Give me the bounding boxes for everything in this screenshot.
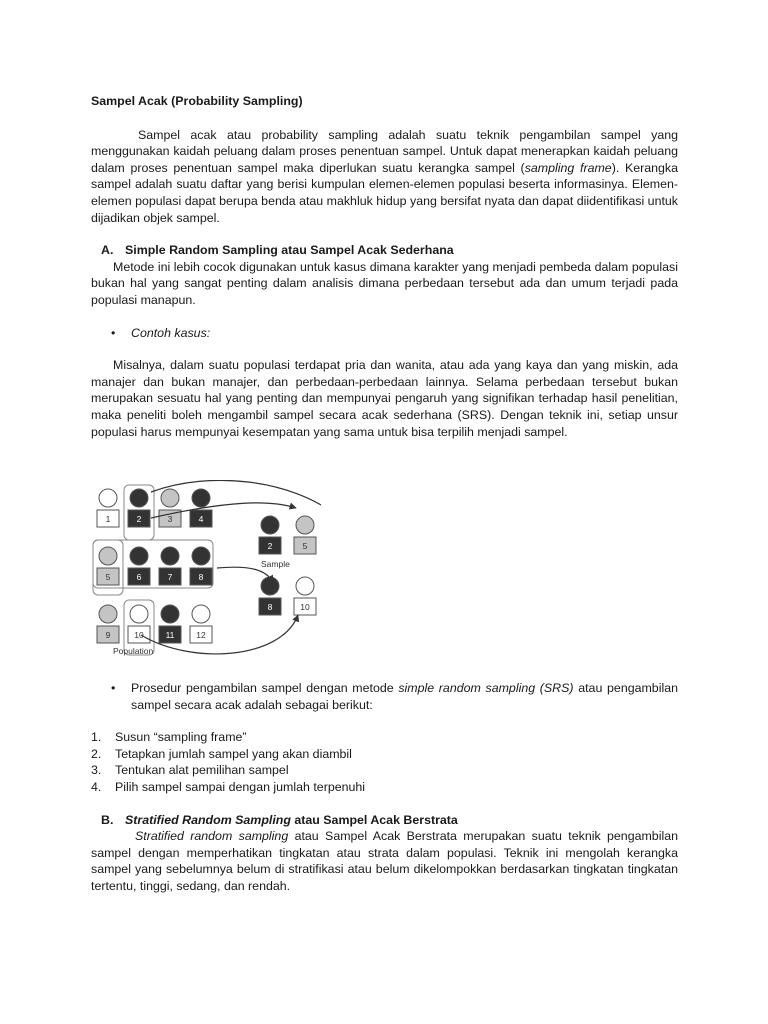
section-a-heading (91, 242, 678, 259)
document-page (91, 93, 678, 440)
population-number: 2 (136, 514, 142, 524)
intro-paragraph (91, 127, 678, 227)
section-b-title-italic: Stratified Random Sampling (125, 812, 291, 827)
sample-number: 2 (267, 541, 273, 551)
procedure-italic: simple random sampling (SRS) (398, 681, 574, 695)
section-b-body (91, 828, 678, 894)
population-group (93, 485, 213, 655)
section-b-body-italic: Stratified random sampling (135, 829, 289, 844)
population-element (97, 547, 119, 585)
sample-element (259, 577, 281, 615)
procedure-step (91, 762, 678, 779)
document-page-lower (91, 680, 678, 895)
population-element (190, 547, 212, 585)
sample-head-icon (261, 577, 279, 595)
population-number: 8 (198, 572, 204, 582)
population-element (128, 547, 150, 585)
population-head-icon (161, 547, 179, 565)
example-paragraph: Misalnya, dalam suatu populasi terdapat pria dan wanita, atau ada yang kaya dan yang miskin, ada manajer dan bukan manajer, dan perbedaan-perbedaan lainnya. Selama perbedaan tersebut bukan merupakan sesuatu hal yang penting dan mempunyai pengaruh yang signifikan terhadap hasil penelitian, maka peneliti boleh mengambil sampel secara acak sederhana (SRS). Dengan teknik ini, setiap unsur populasi harus mempunyai kesempatan yang sama untuk bisa terpilih menjadi sampel. (91, 358, 678, 439)
section-a-title: Simple Random Sampling atau Sampel Acak Sederhana (125, 243, 454, 258)
section-a-body: Metode ini lebih cocok digunakan untuk kasus dimana karakter yang menjadi pembeda dalam populasi bukan hal yang sangat penting dalam analisis dimana perbedaan tersebut ada dan umum terjadi pada populasi manapun. (91, 259, 678, 307)
step-number: 1. (91, 730, 102, 745)
step-text: Pilih sampel sampai dengan jumlah terpenuhi (115, 779, 366, 794)
population-head-icon (192, 605, 210, 623)
sample-number: 8 (267, 602, 273, 612)
procedure-step (91, 746, 678, 763)
procedure-bullet-item (91, 680, 678, 713)
population-number: 12 (196, 630, 206, 640)
step-number: 3. (91, 763, 102, 778)
procedure-step (91, 779, 678, 796)
case-bullet-item (91, 325, 678, 342)
step-text: Tentukan alat pemilihan sampel (115, 763, 289, 778)
section-b-letter: B. (101, 812, 114, 827)
step-text: Susun “sampling frame” (115, 730, 247, 745)
sample-element (294, 516, 316, 554)
population-head-icon (130, 489, 148, 507)
section-b-body-text: atau Sampel Acak Berstrata merupakan suatu teknik pengambilan sampel dengan memperhatikan tingkatan atau strata dalam populasi. Teknik ini mengolah kerangka sampel yang sebelumnya belum di stratifikasi atau belum dikelompokkan berdasarkan tingkatan tingkatan tertentu, tinggi, sedang, dan rendah. (91, 829, 678, 893)
population-element (159, 547, 181, 585)
population-element (128, 605, 150, 643)
population-element (97, 605, 119, 643)
population-element (97, 489, 119, 527)
sample-element (294, 577, 316, 615)
population-head-icon (99, 489, 117, 507)
population-number: 4 (198, 514, 204, 524)
population-element (190, 605, 212, 643)
document-title: Sampel Acak (Probability Sampling) (91, 94, 303, 108)
procedure-text-1: Prosedur pengambilan sampel dengan metode (131, 681, 399, 695)
intro-text-2: ). Kerangka sampel adalah suatu daftar yang berisi kumpulan elemen-elemen populasi beserta informasinya. Elemen-elemen populasi dapat berupa benda atau makhluk hidup yang bersifat nyata dan dapat diidentifikasi untuk dijadikan objek sampel. (91, 160, 679, 225)
population-head-icon (130, 605, 148, 623)
procedure-text (131, 680, 678, 713)
procedure-text-2: atau pengambilan sampel secara acak adalah sebagai berikut: (131, 681, 678, 712)
population-head-icon (192, 547, 210, 565)
bullet-icon: • (111, 325, 116, 340)
sample-number: 5 (302, 541, 308, 551)
population-head-icon (192, 489, 210, 507)
population-number: 3 (167, 514, 173, 524)
population-number: 7 (167, 572, 173, 582)
population-head-icon (130, 547, 148, 565)
sample-element (259, 516, 281, 554)
intro-text-1: Sampel acak atau probability sampling adalah suatu teknik pengambilan sampel yang menggunakan kaidah peluang dalam proses penentuan sampel. Untuk dapat menerapkan kaidah peluang dalam proses penentuan sampel maka diperlukan suatu kerangka sampel ( (91, 127, 678, 175)
sample-head-icon (296, 516, 314, 534)
step-text: Tetapkan jumlah sampel yang akan diambil (115, 746, 352, 761)
procedure-steps (91, 729, 678, 795)
population-head-icon (161, 605, 179, 623)
population-element (159, 489, 181, 527)
population-number: 6 (136, 572, 142, 582)
intro-italic: sampling frame (524, 160, 612, 175)
population-label: Population (113, 646, 154, 656)
population-element (159, 605, 181, 643)
srs-figure (91, 480, 321, 660)
sample-head-icon (261, 516, 279, 534)
population-number: 5 (105, 572, 111, 582)
bullet-icon: • (111, 681, 116, 695)
population-number: 1 (105, 514, 111, 524)
population-head-icon (99, 547, 117, 565)
case-label: Contoh kasus: (131, 325, 211, 340)
sample-number: 10 (300, 602, 310, 612)
section-b-heading (91, 812, 678, 829)
step-number: 4. (91, 779, 102, 794)
population-number: 11 (165, 630, 175, 640)
section-a-letter: A. (101, 243, 114, 258)
population-head-icon (161, 489, 179, 507)
population-number: 9 (105, 630, 111, 640)
procedure-step (91, 729, 678, 746)
sample-label: Sample (261, 559, 290, 569)
population-number: 10 (134, 630, 144, 640)
step-number: 2. (91, 746, 102, 761)
population-element (128, 489, 150, 527)
section-b-title-rest: atau Sampel Acak Berstrata (290, 812, 458, 827)
population-head-icon (99, 605, 117, 623)
sample-head-icon (296, 577, 314, 595)
